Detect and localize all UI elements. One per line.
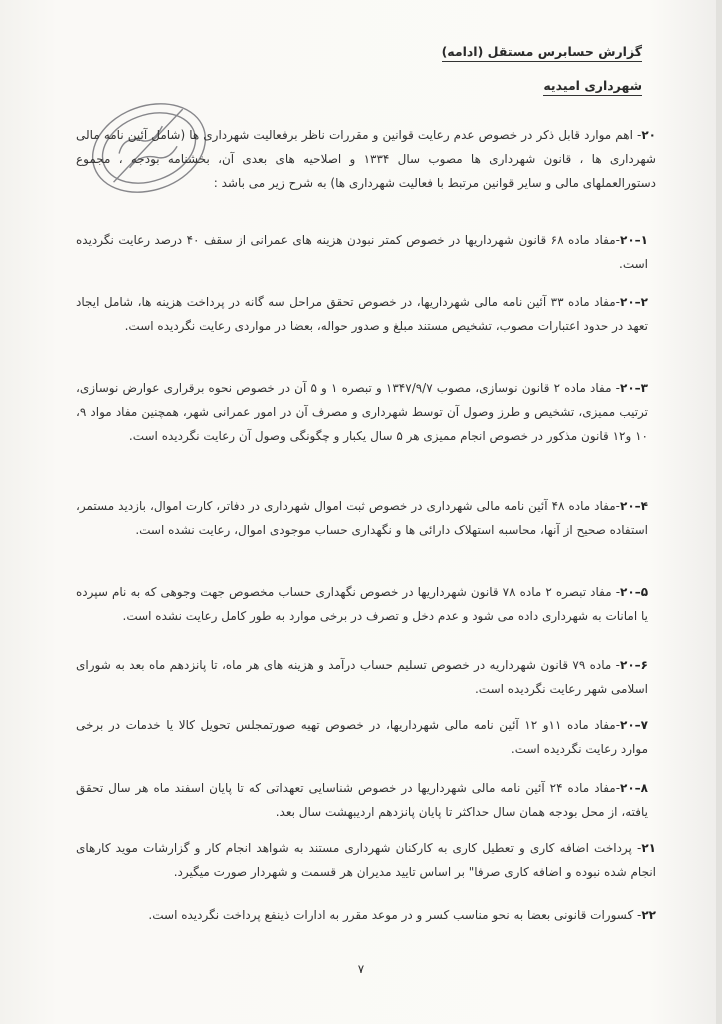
scan-edge: [716, 0, 722, 1024]
paragraph-20-1: ۲۰–۱-مفاد ماده ۶۸ قانون شهرداریها در خصوص کمتر نبودن هزینه های عمرانی از سقف ۴۰ درصد رعایت نگردیده است.: [76, 233, 648, 271]
paragraph-20-8: ۲۰–۸-مفاد ماده ۲۴ آئین نامه مالی شهرداریها در خصوص شناسایی تعهداتی که تا پایان اسفند ماه هر سال تحقق یافته، از محل بودجه همان سال حداکثر تا پایان پانزدهم اردیبهشت سال بعد.: [76, 781, 649, 819]
paragraph-22: ۲۲- کسورات قانونی بعضا به نحو مناسب کسر و در موعد مقرر به ادارات ذینفع پرداخت نگردیده است.: [148, 908, 656, 922]
paragraph-20-3: ۲۰–۳- مفاد ماده ۲ قانون نوسازی، مصوب ۱۳۴۷/۹/۷ و تبصره ۱ و ۵ آن در خصوص نحوه برقراری عوارض نوسازی، ترتیب ممیزی، تشخیص و طرز وصول آن توسط شهرداری و مصرف آن در امور عمرانی شهر، همچنین مفاد مواد ۹، ۱۰ و۱۲ قانون مذکور در خصوص انجام ممیزی هر ۵ سال یکبار و چگونگی وصول آن رعایت نگردیده است.: [76, 381, 648, 443]
report-title: گزارش حسابرس مستقل (ادامه): [442, 44, 642, 62]
paragraph-21: ۲۱- پرداخت اضافه کاری و تعطیل کاری به کارکنان شهرداری مستند به شواهد انجام کار و گزارشات موید کارهای انجام شده نبوده و اضافه کاری صرفا" بر اساس تایید مدیران هر قسمت و شهردار صورت میگیرد.: [76, 841, 656, 879]
paragraph-20-2: ۲۰–۲-مفاد ماده ۳۳ آئین نامه مالی شهرداریها، در خصوص تحقق مراحل سه گانه در پرداخت هزینه ها، شامل ایجاد تعهد در حدود اعتبارات مصوب، تشخیص مستند مبلغ و صدور حواله، بعضا در مواردی رعایت نگردیده است.: [76, 295, 648, 333]
paragraph-20: ۲۰- اهم موارد قابل ذکر در خصوص عدم رعایت قوانین و مقررات ناظر برفعالیت شهرداری ها (شامل آئین نامه مالی شهرداری ها ، قانون شهرداری ها مصوب سال ۱۳۳۴ و اصلاحیه های بعدی آن، بخشنامه بودجه ، مجموع دستورالعملهای مالی و سایر قوانین مرتبط با فعالیت شهرداری ها) به شرح زیر می باشد :: [76, 128, 656, 190]
report-subtitle: شهرداری امیدیه: [543, 78, 642, 96]
paragraph-20-5: ۲۰–۵- مفاد تبصره ۲ ماده ۷۸ قانون شهرداریها در خصوص نگهداری حساب مخصوص جهت وجوهی که به نام سپرده یا امانات به شهرداری داده می شود و عدم دخل و تصرف در برخی موارد به طور کامل رعایت نشده است.: [76, 585, 649, 623]
paragraph-20-7: ۲۰–۷-مفاد ماده ۱۱و ۱۲ آئین نامه مالی شهرداریها، در خصوص تهیه صورتمجلس تحویل کالا یا خدمات در برخی موارد رعایت نگردیده است.: [76, 718, 649, 756]
paragraph-20-6: ۲۰–۶- ماده ۷۹ قانون شهرداریه در خصوص تسلیم حساب درآمد و هزینه های هر ماه، تا پانزدهم ماه بعد به شورای اسلامی شهر رعایت نگردیده است.: [76, 658, 648, 696]
paragraph-20-4: ۲۰–۴-مفاد ماده ۴۸ آئین نامه مالی شهرداری در خصوص ثبت اموال شهرداری در دفاتر، کارت اموال، بازدید مستمر، استفاده صحیح از آنها، محاسبه استهلاک دارائی ها و نگهداری حساب موجودی اموال، رعایت نشده است.: [76, 499, 648, 537]
page-number: ۷: [357, 962, 365, 976]
